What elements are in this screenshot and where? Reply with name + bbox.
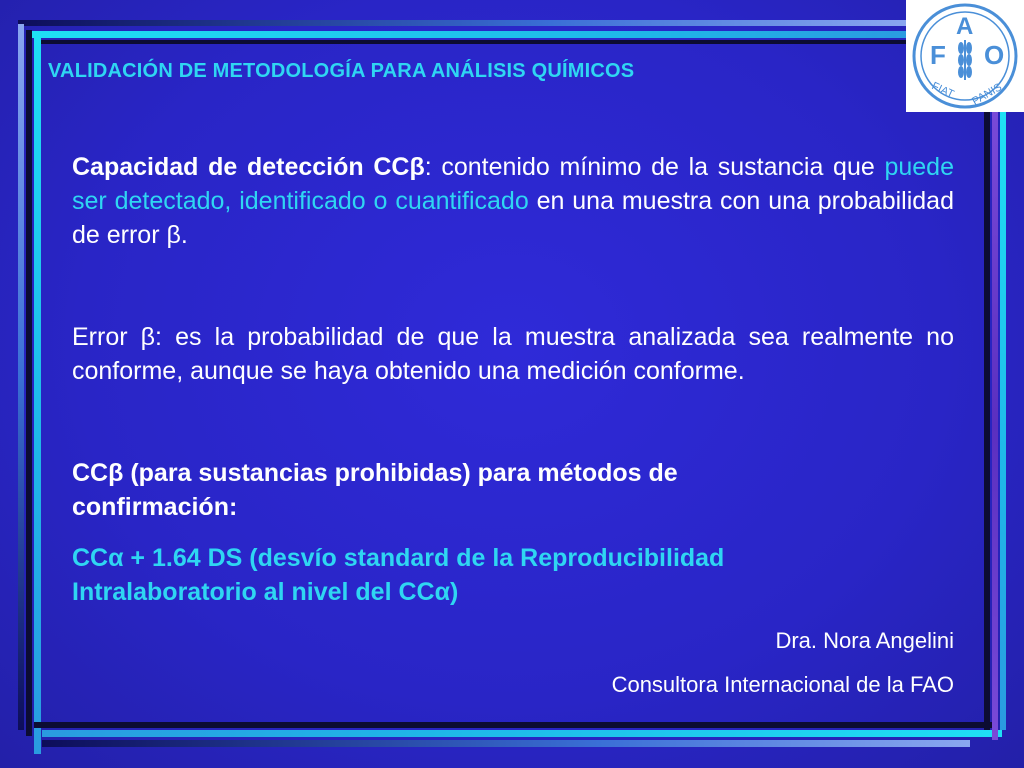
logo-letter-f: F <box>930 40 946 70</box>
frame-bar-left-outer <box>18 24 24 730</box>
fao-emblem-icon <box>906 0 1024 112</box>
frame-bar-right-cyan <box>1000 112 1006 730</box>
fao-logo <box>906 0 1024 112</box>
frame-bar-right-dark <box>984 112 990 730</box>
paragraph1-highlight: puede ser detectado, identificado o cuantificado <box>72 153 954 215</box>
frame-bar-left-dark <box>26 30 32 736</box>
paragraph-ccbeta-prohibited: CCβ (para sustancias prohibidas) para métodos de confirmación: <box>72 459 678 521</box>
wheat-ear-icon <box>958 40 972 80</box>
logo-letter-a: A <box>956 13 974 40</box>
frame-bar-bottom-dark <box>34 722 994 728</box>
slide-title: VALIDACIÓN DE METODOLOGÍA PARA ANÁLISIS QUÍMICOS <box>48 60 635 82</box>
author-role: Consultora Internacional de la FAO <box>611 672 954 697</box>
frame-bar-bottom-cyan <box>42 730 1002 737</box>
paragraph1-part-b: en una muestra con una probabilidad de error β. <box>72 187 954 249</box>
paragraph-detection-capacity <box>72 150 954 252</box>
frame-bar-bottom-blue <box>42 740 970 747</box>
frame-bar-top-inner <box>32 31 908 38</box>
frame-bar-left-cyan <box>34 32 41 754</box>
logo-motto-right: PANIS <box>970 81 1004 108</box>
logo-motto-left: FIAT <box>929 80 956 101</box>
logo-letter-o: O <box>984 40 1005 70</box>
author-name: Dra. Nora Angelini <box>775 628 954 653</box>
paragraph-ccalpha-formula: CCα + 1.64 DS (desvío standard de la Reproducibilidad Intralaboratorio al nivel del CCα) <box>72 544 725 606</box>
frame-bar-top-outer <box>18 20 906 26</box>
frame-bar-right-purple <box>992 112 998 740</box>
paragraph-error-beta: Error β: es la probabilidad de que la muestra analizada sea realmente no conforme, aunque se haya obtenido una medición conforme. <box>72 323 954 385</box>
paragraph1-part-a: : contenido mínimo de la sustancia que <box>424 153 885 181</box>
frame-bar-top-dark <box>40 40 906 44</box>
term-ccbeta: Capacidad de detección CCβ <box>72 153 425 181</box>
